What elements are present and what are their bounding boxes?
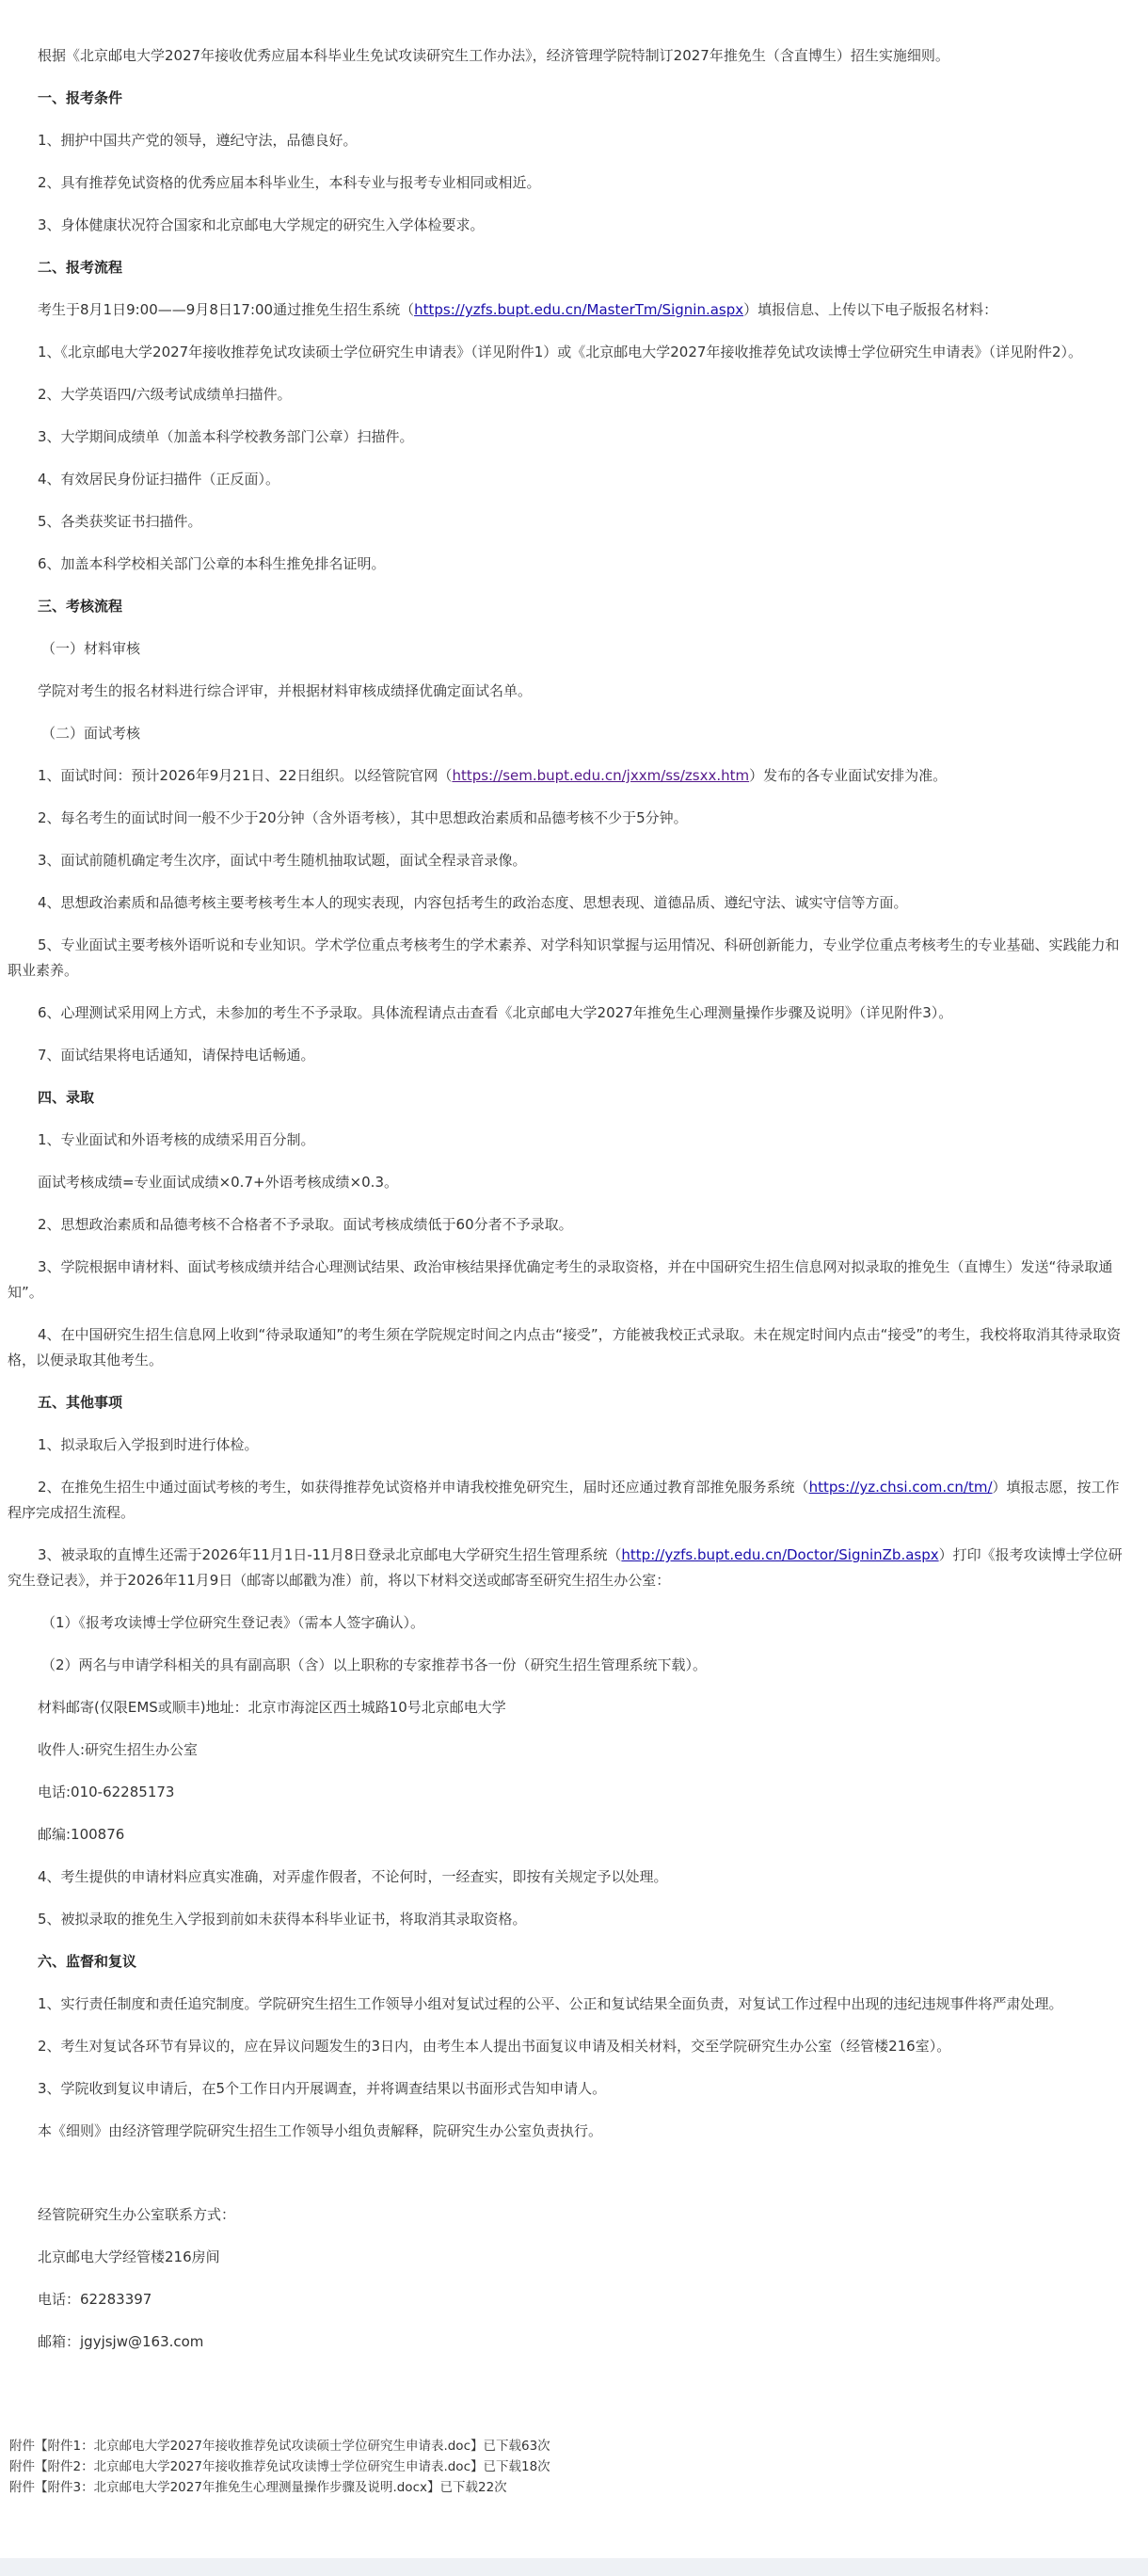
spacer (0, 2161, 1140, 2202)
section-5-heading: 五、其他事项 (38, 1394, 123, 1411)
attachment-item (9, 2456, 550, 2477)
attachment-1-link[interactable]: 附件1：北京邮电大学2027年接收推荐免试攻读硕士学位研究生申请表.doc (47, 2439, 470, 2454)
contact-email: 邮箱：jgyjsjw@163.com (38, 2333, 204, 2350)
attachment-2-link[interactable]: 附件2：北京邮电大学2027年接收推荐免试攻读博士学位研究生申请表.doc (47, 2459, 470, 2474)
s4-formula: 面试考核成绩=专业面试成绩×0.7+外语考核成绩×0.3。 (38, 1174, 398, 1191)
s4-item-4: 4、在中国研究生招生信息网上收到“待录取通知”的考生须在学院规定时间之内点击“接受”，方能被我校正式录取。未在规定时间内点击“接受”的考生，我校将取消其待录取资格，以便录取其他考生。 (8, 1326, 1122, 1368)
s3-item-4: 4、思想政治素质和品德考核主要考核考生本人的现实表现，内容包括考生的政治态度、思想表现、道德品质、遵纪守法、诚实守信等方面。 (38, 894, 908, 911)
s1-item-3: 3、身体健康状况符合国家和北京邮电大学规定的研究生入学体检要求。 (38, 216, 485, 233)
s4-item-3: 3、学院根据申请材料、面试考核成绩并结合心理测试结果、政治审核结果择优确定考生的录取资格，并在中国研究生招生信息网对拟录取的推免生（直博生）发送“待录取通知”。 (8, 1258, 1113, 1301)
attachment-item (9, 2436, 550, 2456)
s2-item-4: 4、有效居民身份证扫描件（正反面）。 (38, 471, 280, 488)
s1-item-1: 1、拥护中国共产党的领导，遵纪守法，品德良好。 (38, 132, 358, 149)
s3-item-1-after: ）发布的各专业面试安排为准。 (749, 767, 948, 784)
s2-item-3: 3、大学期间成绩单（加盖本科学校教务部门公章）扫描件。 (38, 428, 414, 445)
s3-sub-1-text: 学院对考生的报名材料进行综合评审，并根据材料审核成绩择优确定面试名单。 (38, 682, 533, 699)
attachment-prefix: 附件【 (9, 2480, 48, 2495)
mail-phone: 电话:010-62285173 (38, 1784, 175, 1800)
s3-item-1-before: 1、面试时间：预计2026年9月21日、22日组织。以经管院官网（ (38, 767, 453, 784)
s4-item-2: 2、思想政治素质和品德考核不合格者不予录取。面试考核成绩低于60分者不予录取。 (38, 1216, 573, 1233)
s2-item-5: 5、各类获奖证书扫描件。 (38, 513, 202, 530)
section-1-heading: 一、报考条件 (38, 89, 123, 106)
attachment-item (9, 2477, 550, 2498)
s2-item-1: 1、《北京邮电大学2027年接收推荐免试攻读硕士学位研究生申请表》（详见附件1）或《北京邮电大学2027年接收推荐免试攻读博士学位研究生申请表》（详见附件2）。 (38, 344, 1082, 360)
s5-item-2 (0, 1475, 1140, 1526)
s3-item-2: 2、每名考生的面试时间一般不少于20分钟（含外语考核），其中思想政治素质和品德考核不少于5分钟。 (38, 809, 688, 826)
s2-lead-before: 考生于8月1日9:00——9月8日17:00通过推免生招生系统（ (38, 301, 415, 318)
s5-item-4: 4、考生提供的申请材料应真实准确，对弄虚作假者，不论何时，一经查实，即按有关规定予以处理。 (38, 1868, 668, 1885)
attachment-prefix: 附件【 (9, 2439, 48, 2454)
contact-title: 经管院研究生办公室联系方式： (38, 2206, 236, 2223)
attachment-download-count: 】已下载63次 (470, 2439, 550, 2454)
chsi-tm-link[interactable]: https://yz.chsi.com.cn/tm/ (808, 1479, 993, 1496)
s3-sub-1-heading: （一）材料审核 (41, 640, 141, 657)
s5-item-1: 1、拟录取后入学报到时进行体检。 (38, 1436, 259, 1453)
mail-recipient: 收件人:研究生招生办公室 (38, 1741, 199, 1758)
s6-item-3: 3、学院收到复议申请后，在5个工作日内开展调查，并将调查结果以书面形式告知申请人。 (38, 2080, 607, 2097)
closing-statement: 本《细则》由经济管理学院研究生招生工作领导小组负责解释，院研究生办公室负责执行。 (38, 2122, 603, 2139)
contact-address: 北京邮电大学经管楼216房间 (38, 2248, 220, 2265)
s2-lead (0, 297, 1140, 323)
s5-item-2-before: 2、在推免生招生中通过面试考核的考生，如获得推荐免试资格并申请我校推免研究生，届时还应通过教育部推免服务系统（ (38, 1479, 809, 1496)
signin-system-link[interactable]: https://yzfs.bupt.edu.cn/MasterTm/Signin.aspx (414, 301, 744, 318)
mail-postcode: 邮编:100876 (38, 1826, 125, 1843)
s5-item-2-after: ）填报志愿，按工作程序完成招生流程。 (8, 1479, 1120, 1521)
s3-item-5: 5、专业面试主要考核外语听说和专业知识。学术学位重点考核考生的学术素养、对学科知识掌握与运用情况、科研创新能力，专业学位重点考核考生的专业基础、实践能力和职业素养。 (8, 936, 1120, 979)
attachment-list (9, 2436, 550, 2498)
contact-block (0, 2202, 1140, 2355)
s5-sub-item-2: （2）两名与申请学科相关的具有副高职（含）以上职称的专家推荐书各一份（研究生招生管理系统下载）。 (41, 1656, 708, 1673)
s5-sub-item-1: （1）《报考攻读博士学位研究生登记表》（需本人签字确认）。 (41, 1614, 425, 1631)
s6-item-1: 1、实行责任制度和责任追究制度。学院研究生招生工作领导小组对复试过程的公平、公正和复试结果全面负责，对复试工作过程中出现的违纪违规事件将严肃处理。 (38, 1995, 1063, 2012)
attachment-download-count: 】已下载22次 (426, 2480, 507, 2495)
contact-phone: 电话：62283397 (38, 2291, 152, 2308)
s5-item-3-before: 3、被录取的直博生还需于2026年11月1日-11月8日登录北京邮电大学研究生招生管理系统（ (38, 1546, 622, 1563)
s3-item-3: 3、面试前随机确定考生次序，面试中考生随机抽取试题，面试全程录音录像。 (38, 852, 527, 869)
s5-item-5: 5、被拟录取的推免生入学报到前如未获得本科毕业证书，将取消其录取资格。 (38, 1911, 527, 1928)
s2-item-6: 6、加盖本科学校相关部门公章的本科生推免排名证明。 (38, 555, 386, 572)
footer-band (0, 2558, 1148, 2576)
section-3-heading: 三、考核流程 (38, 598, 123, 615)
mail-address: 材料邮寄(仅限EMS或顺丰)地址：北京市海淀区西土城路10号北京邮电大学 (38, 1699, 506, 1716)
attachment-download-count: 】已下载18次 (470, 2459, 550, 2474)
section-6-heading: 六、监督和复议 (38, 1953, 137, 1970)
s5-item-3-after: ）打印《报考攻读博士学位研究生登记表》，并于2026年11月9日（邮寄以邮戳为准）前，将以下材料交送或邮寄至研究生招生办公室： (8, 1546, 1123, 1589)
s5-item-3 (0, 1543, 1140, 1593)
section-2-heading: 二、报考流程 (38, 259, 123, 276)
sem-website-link[interactable]: https://sem.bupt.edu.cn/jxxm/ss/zsxx.htm (452, 767, 750, 784)
s2-lead-after: ）填报信息、上传以下电子版报名材料： (743, 301, 998, 318)
s4-item-1: 1、专业面试和外语考核的成绩采用百分制。 (38, 1131, 315, 1148)
s3-item-7: 7、面试结果将电话通知，请保持电话畅通。 (38, 1047, 315, 1064)
doctor-signin-link[interactable]: http://yzfs.bupt.edu.cn/Doctor/SigninZb.aspx (621, 1546, 939, 1563)
s6-item-2: 2、考生对复试各环节有异议的，应在异议问题发生的3日内，由考生本人提出书面复议申请及相关材料，交至学院研究生办公室（经管楼216室）。 (38, 2038, 951, 2055)
section-4-heading: 四、录取 (38, 1089, 95, 1106)
attachment-3-link[interactable]: 附件3：北京邮电大学2027年推免生心理测量操作步骤及说明.docx (47, 2480, 427, 2495)
s3-item-6: 6、心理测试采用网上方式，未参加的考生不予录取。具体流程请点击查看《北京邮电大学2027年推免生心理测量操作步骤及说明》（详见附件3）。 (38, 1004, 953, 1021)
attachment-prefix: 附件【 (9, 2459, 48, 2474)
s3-sub-2-heading: （二）面试考核 (41, 725, 141, 742)
intro-paragraph: 根据《北京邮电大学2027年接收优秀应届本科毕业生免试攻读研究生工作办法》，经济管理学院特制订2027年推免生（含直博生）招生实施细则。 (38, 47, 949, 64)
s3-item-1 (0, 763, 1140, 789)
s2-item-2: 2、大学英语四/六级考试成绩单扫描件。 (38, 386, 292, 403)
s1-item-2: 2、具有推荐免试资格的优秀应届本科毕业生，本科专业与报考专业相同或相近。 (38, 174, 541, 191)
